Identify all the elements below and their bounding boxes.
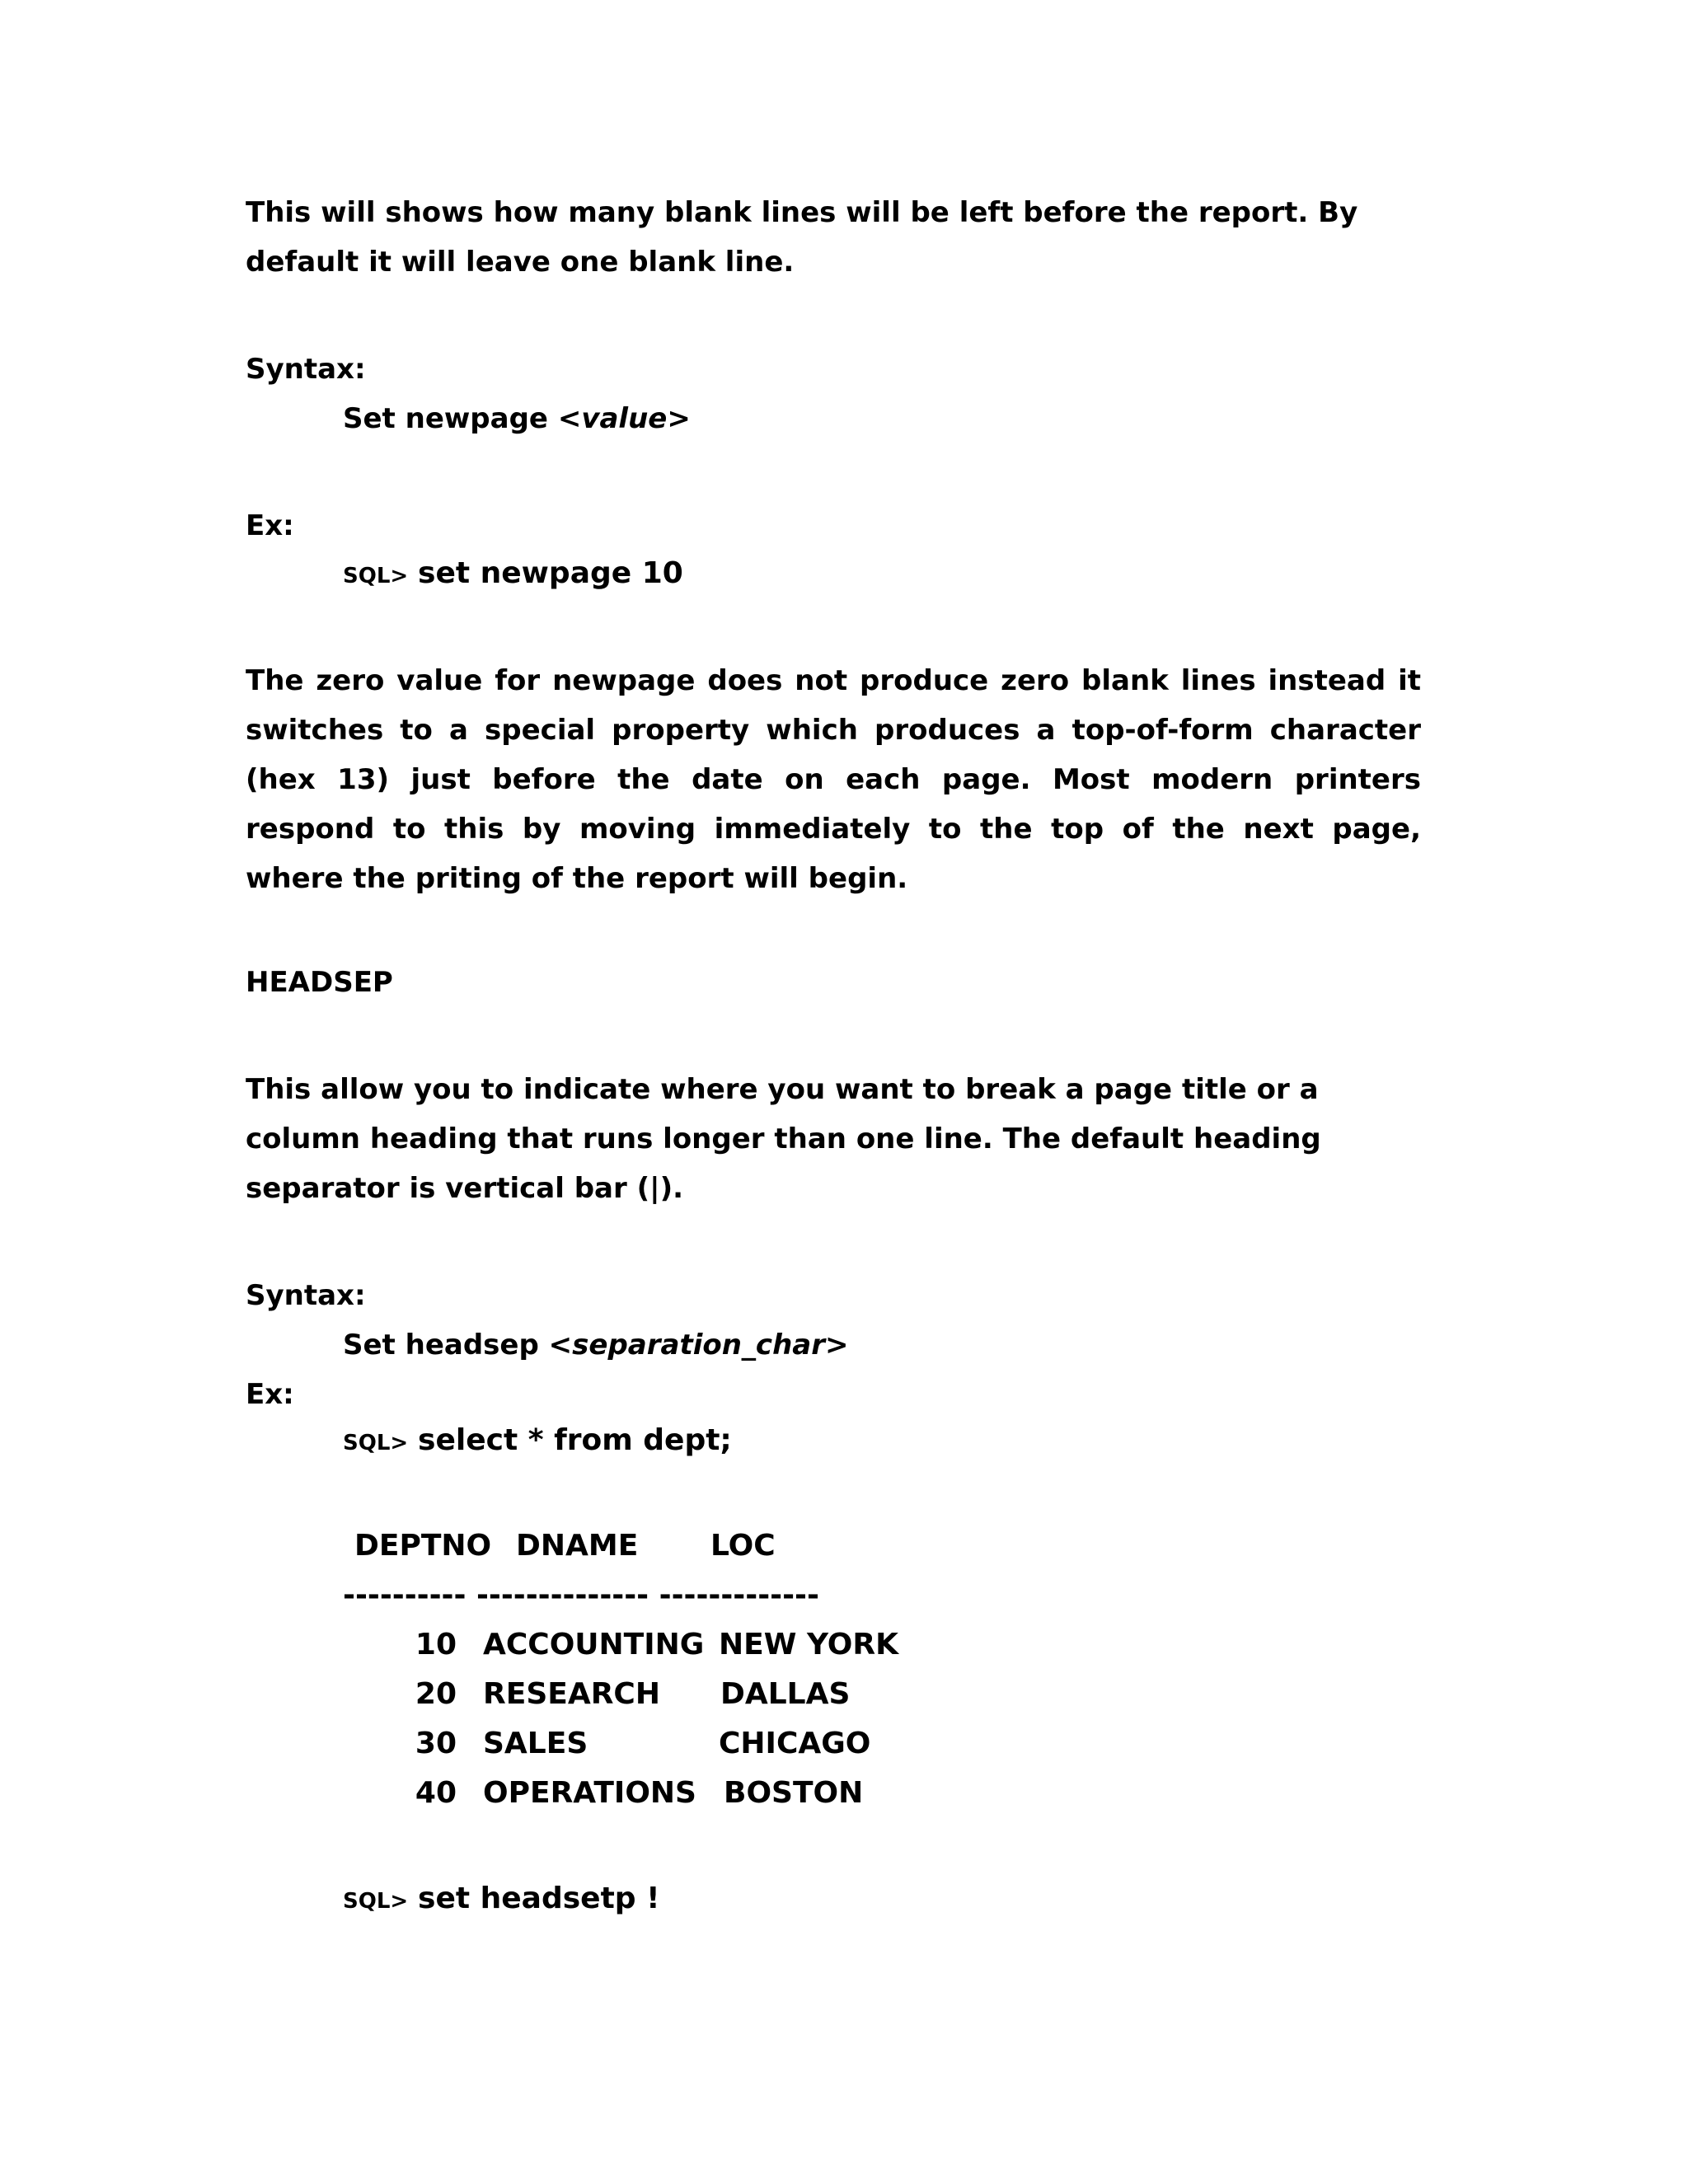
example-headsep [343, 1874, 660, 1926]
syntax-newpage [343, 394, 691, 443]
example-label: Ex: [246, 509, 294, 542]
syntax-label: Syntax: [246, 1279, 366, 1312]
column-separator: ---------- -------------- ------------- [343, 1578, 819, 1612]
example-select [343, 1416, 732, 1468]
column-header-deptno: DEPTNO [354, 1529, 492, 1563]
sql-prompt: SQL> [343, 1889, 409, 1914]
row-deptno: 10 [415, 1628, 457, 1661]
row-dname: SALES [483, 1727, 588, 1760]
syntax-command: Set headsep < [343, 1329, 573, 1361]
syntax-argument: separation_char [572, 1329, 825, 1361]
sql-command: set headsetp ! [418, 1882, 660, 1915]
intro-paragraph: This will shows how many blank lines will be left before the report. By default it will leave one blank line. [246, 196, 1358, 279]
syntax-command: Set newpage < [343, 402, 582, 435]
row-dname: OPERATIONS [483, 1776, 696, 1810]
column-header-loc: LOC [710, 1529, 776, 1563]
example-newpage [343, 549, 683, 601]
row-dname: ACCOUNTING [483, 1628, 705, 1661]
column-header-dname: DNAME [516, 1529, 639, 1563]
row-deptno: 20 [415, 1677, 457, 1711]
sql-command: select * from dept; [418, 1423, 732, 1457]
syntax-argument: value [581, 402, 668, 435]
sql-prompt: SQL> [343, 564, 409, 588]
row-deptno: 40 [415, 1776, 457, 1810]
zero-value-paragraph: The zero value for newpage does not produce zero blank lines instead it switches to a special property which produces a top-of-form character (hex 13) just before the date on each page. Most modern printers respond to this by moving immediately to the top of the next page, where the priting of the report will begin. [246, 664, 1421, 895]
row-loc: DALLAS [720, 1677, 851, 1711]
syntax-headsep [343, 1320, 849, 1370]
headsep-paragraph: This allow you to indicate where you want to break a page title or a column heading that runs longer than one line. The default heading separator is vertical bar (|). [246, 1073, 1321, 1205]
sql-prompt: SQL> [343, 1431, 409, 1455]
row-loc: BOSTON [724, 1776, 864, 1810]
syntax-close: > [667, 402, 691, 435]
row-dname: RESEARCH [483, 1677, 660, 1711]
row-deptno: 30 [415, 1727, 457, 1760]
section-heading: HEADSEP [246, 966, 393, 999]
example-label: Ex: [246, 1378, 294, 1411]
row-loc: CHICAGO [719, 1727, 871, 1760]
row-loc: NEW YORK [719, 1628, 898, 1661]
sql-command: set newpage 10 [418, 556, 683, 590]
syntax-close: > [825, 1329, 849, 1361]
syntax-label: Syntax: [246, 353, 366, 386]
